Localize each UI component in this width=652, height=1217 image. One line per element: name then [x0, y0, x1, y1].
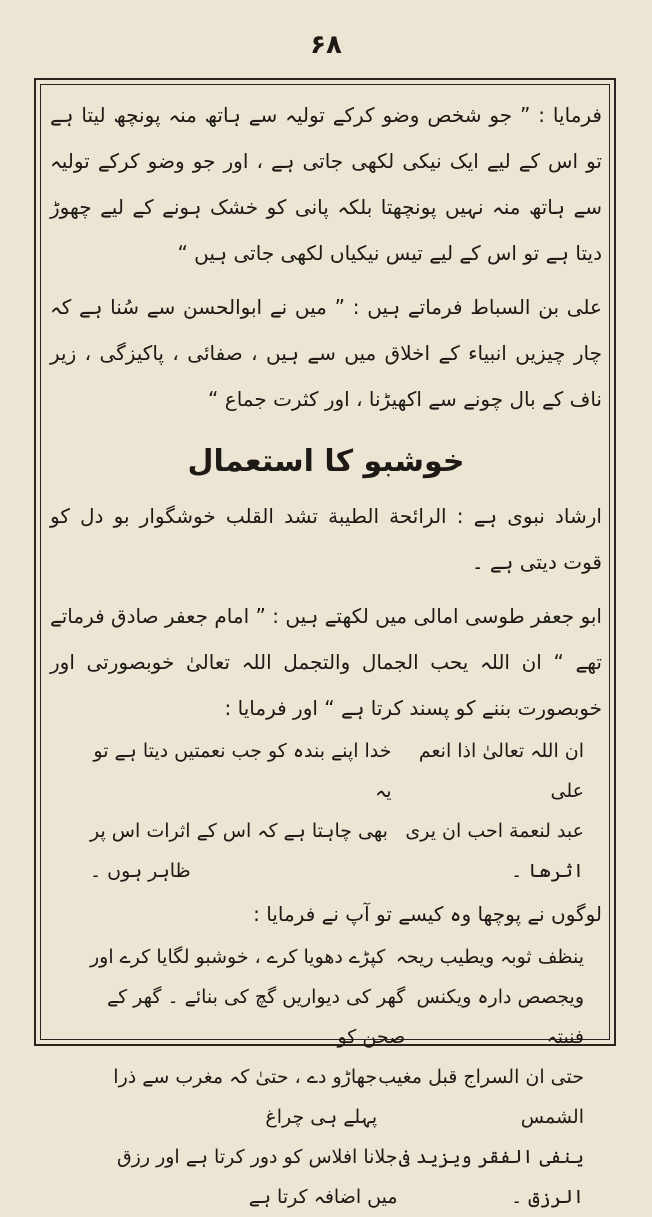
verse-row [50, 811, 602, 851]
paragraph-ali-bin-sabat: علی بن السباط فرماتے ہیں : ” میں نے ابوالحسن سے سُنا ہے کہ چار چیزیں انبیاء کے اخلاق میں سے ہیں ، صفائی ، پاکیزگی ، زیر ناف کے بال چونے سے اکھیڑنا ، اور کثرت جماع “ [50, 295, 602, 411]
page-number: ۶۸ [310, 30, 342, 60]
verse-urdu: خدا اپنے بندہ کو جب نعمتیں دیتا ہے تو یہ [93, 740, 392, 802]
verse-urdu: گھر کی دیواریں گچ کی بنائے ۔ گھر کے صحن کو [106, 986, 406, 1048]
verse-arabic: ینفی الفقر ویزید فی الرزق ۔ [398, 1146, 584, 1208]
verse-urdu: بھی چاہتا ہے کہ اس کے اثرات اس پر [90, 820, 388, 842]
verse-row [50, 731, 602, 811]
paragraph-irshad-nabawi: ارشاد نبوی ہے : الرائحة الطیبة تشد القلب خوشگوار بو دل کو قوت دیتی ہے ۔ [50, 504, 602, 574]
verse-arabic: اثرھا ۔ [511, 860, 584, 882]
verse-row [50, 937, 602, 977]
paragraph-question: لوگوں نے پوچھا وہ کیسے تو آپ نے فرمایا : [253, 902, 602, 926]
verse-urdu: ظاہر ہوں ۔ [90, 860, 191, 882]
verse-urdu: جھاڑو دے ، حتیٰ کہ مغرب سے ذرا پہلے ہی چراغ [113, 1066, 378, 1128]
page-content [50, 92, 602, 1208]
verse-row [50, 851, 602, 891]
verse-arabic: حتی ان السراج قبل مغیب الشمس [378, 1066, 584, 1128]
paragraph-abu-jafar: ابو جعفر طوسی امالی میں لکھتے ہیں : ” امام جعفر صادق فرماتے تھے “ ان اللہ یحب الجمال والتجمل اللہ تعالیٰ خوبصورتی اور خوبصورت بننے کو پسند کرتا ہے “ اور فرمایا : [50, 604, 602, 720]
verse-block-2 [50, 937, 602, 1217]
section-heading: خوشبو کا استعمال [187, 444, 465, 479]
verse-block-1 [50, 731, 602, 891]
paragraph-wudu: فرمایا : ” جو شخص وضو کرکے تولیہ سے ہاتھ منہ پونچھ لیتا ہے تو اس کے لیے ایک نیکی لکھی جاتی ہے ، اور جو وضو کرکے تولیہ سے ہاتھ منہ نہیں پونچھتا بلکہ پانی کو خشک ہونے کے لیے چھوڑ دیتا ہے تو اس کے لیے تیس نیکیاں لکھی جاتی ہیں “ [50, 103, 602, 265]
verse-arabic: ان اللہ تعالیٰ اذا انعم علی [418, 740, 584, 802]
verse-row [50, 1137, 602, 1217]
verse-row [50, 1057, 602, 1137]
verse-row [50, 977, 602, 1057]
verse-urdu: جلانا افلاس کو دور کرتا ہے اور رزق میں اضافہ کرتا ہے [116, 1146, 398, 1208]
verse-arabic: عبد لنعمة احب ان یری [405, 820, 584, 842]
verse-arabic: ینظف ثوبہ ویطیب ریحہ [395, 946, 584, 968]
verse-urdu: کپڑے دھویا کرے ، خوشبو لگایا کرے اور [90, 946, 386, 968]
verse-arabic: ویجصص دارہ ویکنس فنیتہ [416, 986, 584, 1048]
